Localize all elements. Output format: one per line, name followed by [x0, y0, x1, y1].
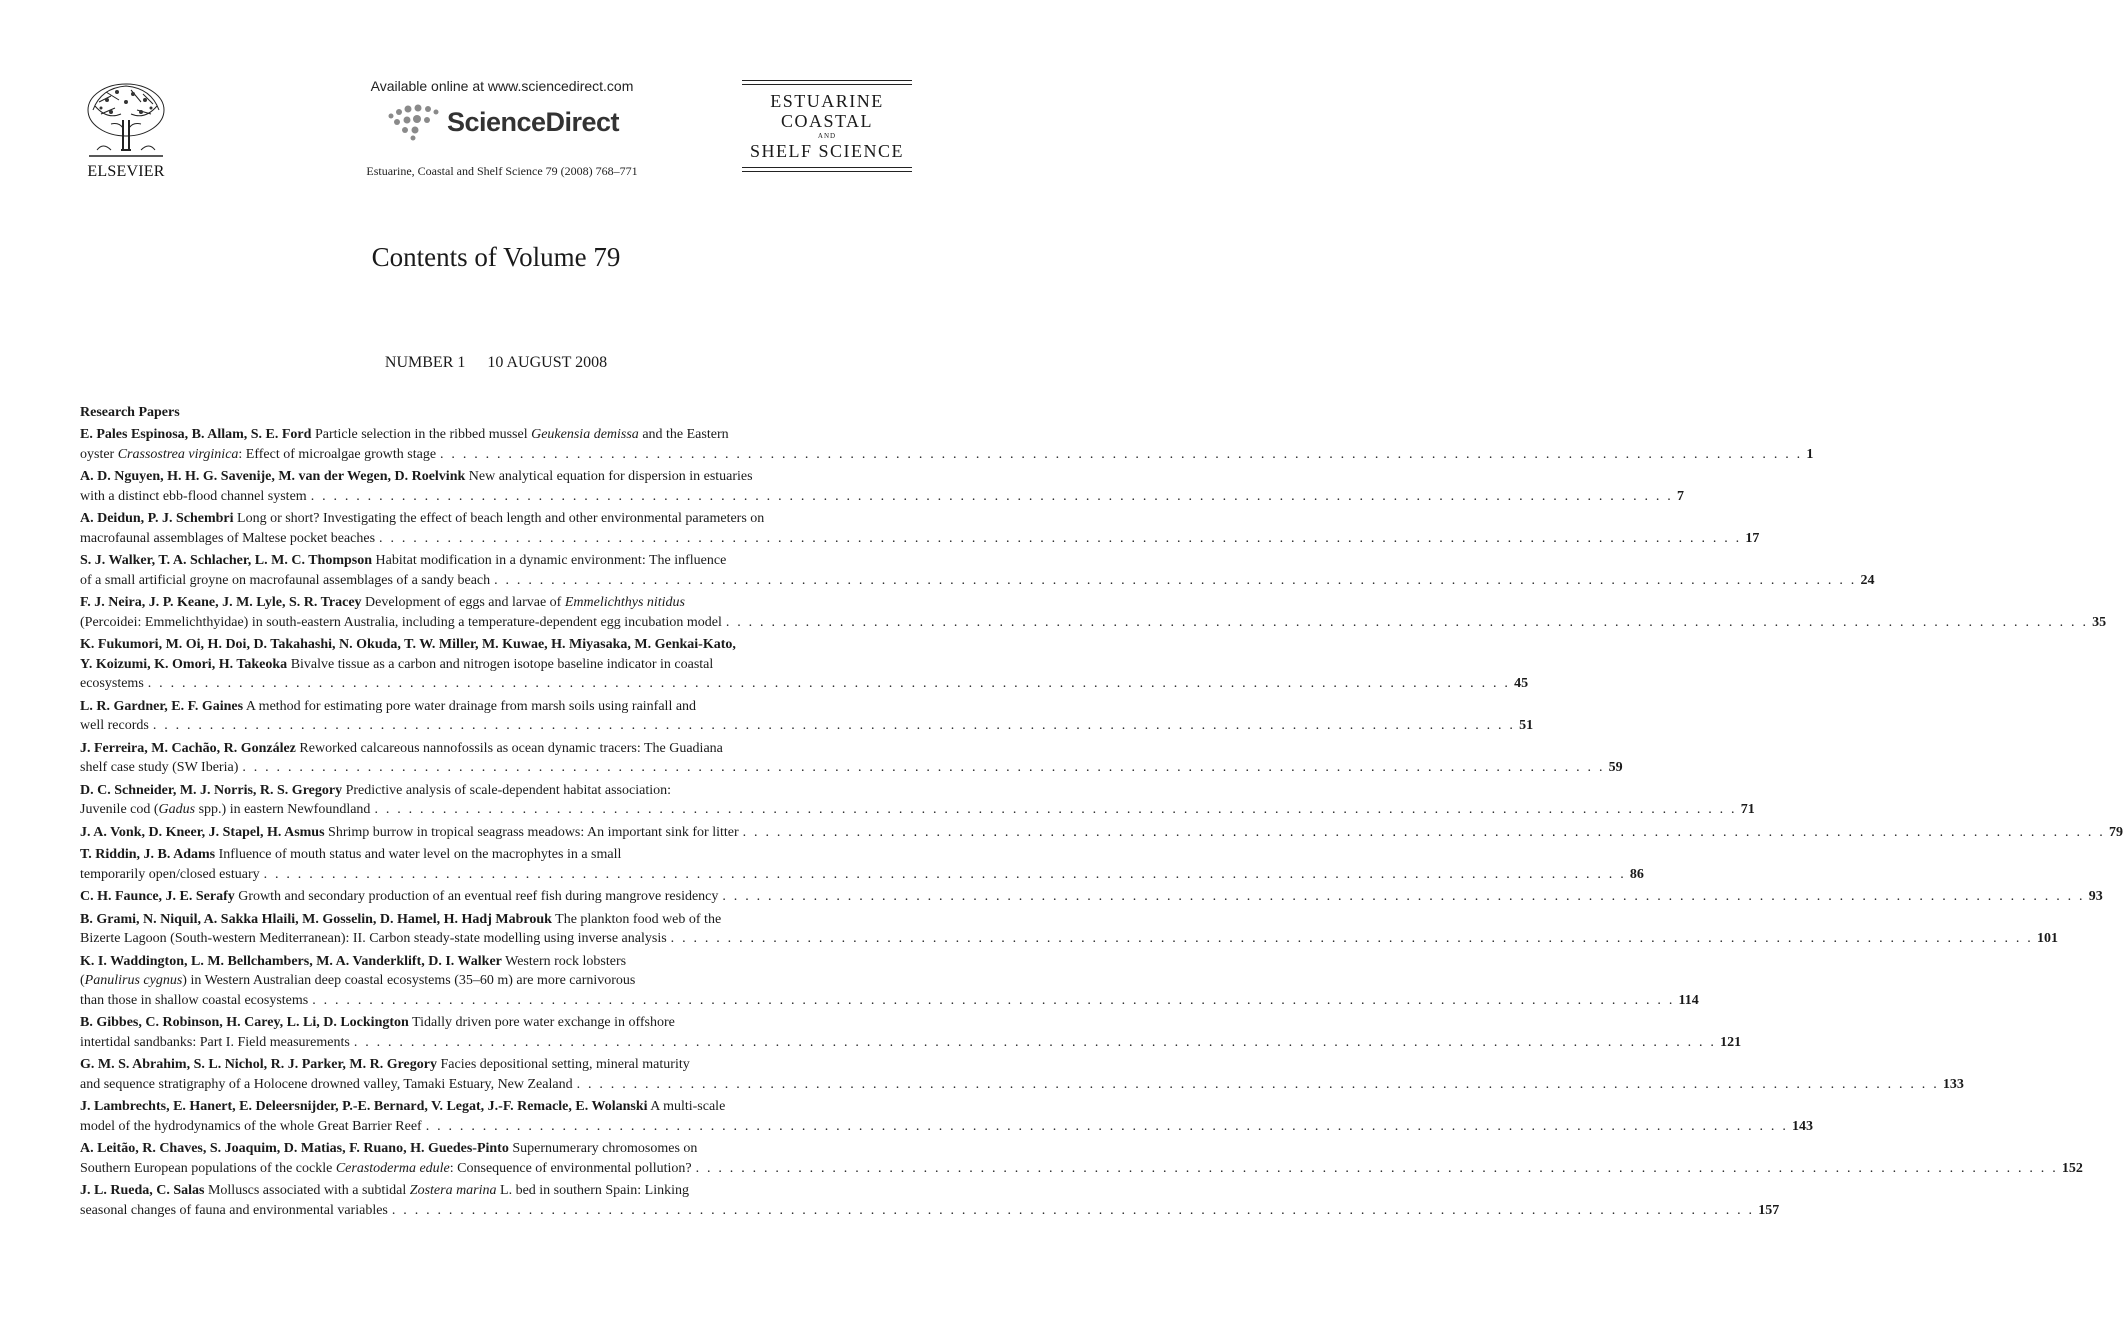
- leader-dots: . . . . . . . . . . . . . . . . . . . . . . . . . . . . . . . . . . . . . . . . . . . . . . . . . . . . . . . . . . . . . . . . . . . . . . . . . . . . . . . . . . . . . . . . . . . . . . . . . . . . . . . . . . . . . . . . . . . . . . . .: [494, 572, 1857, 588]
- entry-title-italic: Zostera marina: [409, 1183, 497, 1198]
- entry-title: and sequence stratigraphy of a Holocene drowned valley, Tamaki Estuary, New Zealand: [80, 1076, 573, 1092]
- issue-line: [0, 354, 992, 372]
- entry-page-number: 51: [1519, 718, 1534, 733]
- entry-title: Development of eggs and larvae of: [361, 595, 565, 610]
- entry-title: Influence of mouth status and water level on the macrophytes in a small: [215, 847, 622, 862]
- entry-title: Juvenile cod (: [80, 802, 159, 817]
- entry-title: Bizerte Lagoon (South-western Mediterranean): II. Carbon steady-state modelling using inverse analysis: [80, 931, 667, 946]
- entry-authors: D. C. Schneider, M. J. Norris, R. S. Gregory: [80, 782, 343, 798]
- entry-title: L. bed in southern Spain: Linking: [496, 1183, 689, 1198]
- entry-page-number: 143: [1792, 1118, 1814, 1134]
- entry-title: than those in shallow coastal ecosystems: [80, 992, 309, 1008]
- leader-dots: . . . . . . . . . . . . . . . . . . . . . . . . . . . . . . . . . . . . . . . . . . . . . . . . . . . . . . . . . . . . . . . . . . . . . . . . . . . . . . . . . . . . . . . . . . . . . . . . . . . . . . . . . . . . . . . . . . . . . . . .: [353, 1034, 1717, 1050]
- entry-title: : Effect of microalgae growth stage: [238, 446, 437, 462]
- entry-title: shelf case study (SW Iberia): [80, 760, 239, 775]
- toc-entry[interactable]: [80, 910, 2058, 949]
- entry-title: and the Eastern: [638, 427, 729, 442]
- entry-page-number: 1: [1806, 446, 1814, 462]
- entry-authors: G. M. S. Abrahim, S. L. Nichol, R. J. Parker, M. R. Gregory: [80, 1057, 437, 1072]
- journal-logo-and: AND: [817, 132, 837, 140]
- entry-title-italic: Gadus: [158, 802, 196, 817]
- entry-authors: J. Ferreira, M. Cachão, R. González: [80, 740, 296, 756]
- leader-dots: . . . . . . . . . . . . . . . . . . . . . . . . . . . . . . . . . . . . . . . . . . . . . . . . . . . . . . . . . . . . . . . . . . . . . . . . . . . . . . . . . . . . . . . . . . . . . . . . . . . . . . . . . . . . . . . . . . . . . . . .: [695, 1160, 2058, 1176]
- toc-entry[interactable]: [80, 425, 1814, 464]
- entry-page-number: 17: [1745, 530, 1760, 546]
- entry-title: well records: [80, 718, 149, 733]
- entry-authors: B. Gibbes, C. Robinson, H. Carey, L. Li, D. Lockington: [80, 1015, 409, 1030]
- logo-rule-bottom: [742, 167, 912, 168]
- entry-title: intertidal sandbanks: Part I. Field measurements: [80, 1034, 350, 1050]
- entry-title-italic: Emmelichthys nitidus: [564, 595, 686, 610]
- leader-dots: . . . . . . . . . . . . . . . . . . . . . . . . . . . . . . . . . . . . . . . . . . . . . . . . . . . . . . . . . . . . . . . . . . . . . . . . . . . . . . . . . . . . . . . . . . . . . . . . . . . . . . . . . . . . . . . . . . . . . . . .: [312, 992, 1675, 1008]
- entry-title: Shrimp burrow in tropical seagrass meadows: An important sink for litter: [324, 824, 739, 840]
- leader-dots: . . . . . . . . . . . . . . . . . . . . . . . . . . . . . . . . . . . . . . . . . . . . . . . . . . . . . . . . . . . . . . . . . . . . . . . . . . . . . . . . . . . . . . . . . . . . . . . . . . . . . . . . . . . . . . . . . . . . . . . .: [725, 614, 2089, 630]
- toc-entry[interactable]: [80, 509, 1760, 548]
- available-online-text: Available online at www.sciencedirect.com: [370, 78, 634, 94]
- entry-title: Tidally driven pore water exchange in offshore: [408, 1015, 675, 1030]
- toc-entry[interactable]: [80, 593, 2107, 632]
- entry-title: ) in Western Australian deep coastal ecosystems (35–60 m) are more carnivorous: [182, 973, 636, 988]
- entry-page-number: 93: [2088, 889, 2103, 904]
- leader-dots: . . . . . . . . . . . . . . . . . . . . . . . . . . . . . . . . . . . . . . . . . . . . . . . . . . . . . . . . . . . . . . . . . . . . . . . . . . . . . . . . . . . . . . . . . . . . . . . . . . . . . . . . . . . . . . . . . . . . . . . .: [147, 676, 1511, 691]
- entry-title: Southern European populations of the cockle: [80, 1160, 336, 1176]
- entry-authors: Y. Koizumi, K. Omori, H. Takeoka: [80, 656, 288, 672]
- elsevier-logo: [78, 80, 174, 181]
- entry-title: (Percoidei: Emmelichthyidae) in south-eastern Australia, including a temperature-dependent egg incubation model: [80, 614, 722, 630]
- entry-page-number: 101: [2036, 931, 2058, 946]
- issue-date: 10 AUGUST 2008: [487, 354, 608, 371]
- toc-entry[interactable]: [80, 1181, 1780, 1220]
- entry-authors: E. Pales Espinosa, B. Allam, S. E. Ford: [80, 427, 312, 442]
- journal-logo-line3: SHELF SCIENCE: [749, 141, 905, 161]
- entry-title: New analytical equation for dispersion in estuaries: [465, 469, 753, 484]
- entry-title: ecosystems: [80, 676, 144, 691]
- entry-title: Bivalve tissue as a carbon and nitrogen isotope baseline indicator in coastal: [287, 656, 714, 672]
- sciencedirect-dots-icon: [385, 102, 443, 142]
- logo-rule-top: [742, 80, 912, 81]
- entry-page-number: 24: [1860, 572, 1875, 588]
- leader-dots: . . . . . . . . . . . . . . . . . . . . . . . . . . . . . . . . . . . . . . . . . . . . . . . . . . . . . . . . . . . . . . . . . . . . . . . . . . . . . . . . . . . . . . . . . . . . . . . . . . . . . . . . . . . . . . . . . . . . . . . .: [379, 530, 1742, 546]
- entry-authors: C. H. Faunce, J. E. Serafy: [80, 889, 235, 904]
- leader-dots: . . . . . . . . . . . . . . . . . . . . . . . . . . . . . . . . . . . . . . . . . . . . . . . . . . . . . . . . . . . . . . . . . . . . . . . . . . . . . . . . . . . . . . . . . . . . . . . . . . . . . . . . . . . . . . . . . . . . . . . .: [722, 889, 2085, 904]
- journal-logo-line2: COASTAL: [780, 111, 874, 131]
- leader-dots: . . . . . . . . . . . . . . . . . . . . . . . . . . . . . . . . . . . . . . . . . . . . . . . . . . . . . . . . . . . . . . . . . . . . . . . . . . . . . . . . . . . . . . . . . . . . . . . . . . . . . . . . . . . . . . . . . . . . . . . .: [670, 931, 2033, 946]
- entry-title-italic: Geukensia demissa: [531, 427, 639, 442]
- toc-entry[interactable]: [80, 1055, 1964, 1094]
- entry-title: Long or short? Investigating the effect of beach length and other environmental parameters on: [233, 511, 765, 526]
- entry-page-number: 86: [1629, 866, 1644, 882]
- leader-dots: . . . . . . . . . . . . . . . . . . . . . . . . . . . . . . . . . . . . . . . . . . . . . . . . . . . . . . . . . . . . . . . . . . . . . . . . . . . . . . . . . . . . . . . . . . . . . . . . . . . . . . . . . . . . . . . . . . . . . . . .: [425, 1118, 1789, 1134]
- entry-authors: S. J. Walker, T. A. Schlacher, L. M. C. Thompson: [80, 553, 372, 568]
- sciencedirect-block: [290, 78, 714, 179]
- entry-page-number: 45: [1514, 676, 1529, 691]
- entry-authors: L. R. Gardner, E. F. Gaines: [80, 698, 244, 714]
- leader-dots: . . . . . . . . . . . . . . . . . . . . . . . . . . . . . . . . . . . . . . . . . . . . . . . . . . . . . . . . . . . . . . . . . . . . . . . . . . . . . . . . . . . . . . . . . . . . . . . . . . . . . . . . . . . . . . . . . . . . . . . .: [242, 760, 1605, 775]
- toc-entry[interactable]: [80, 1139, 2083, 1178]
- toc-entry[interactable]: [80, 1097, 1814, 1136]
- toc-entry[interactable]: [80, 1013, 1742, 1052]
- entry-authors: J. Lambrechts, E. Hanert, E. Deleersnijder, P.-E. Bernard, V. Legat, J.-F. Remacle, E. Wolanski: [80, 1099, 648, 1114]
- entry-title: The plankton food web of the: [551, 911, 722, 927]
- elsevier-tree-icon: [81, 80, 171, 162]
- toc-entry[interactable]: [80, 467, 1684, 506]
- leader-dots: . . . . . . . . . . . . . . . . . . . . . . . . . . . . . . . . . . . . . . . . . . . . . . . . . . . . . . . . . . . . . . . . . . . . . . . . . . . . . . . . . . . . . . . . . . . . . . . . . . . . . . . . . . . . . . . . . . . . . . . .: [374, 802, 1737, 817]
- entry-title: Growth and secondary production of an eventual reef fish during mangrove residency: [234, 889, 719, 904]
- journal-citation: Estuarine, Coastal and Shelf Science 79 (2008) 768–771: [366, 164, 638, 178]
- entry-authors: T. Riddin, J. B. Adams: [80, 847, 216, 862]
- entry-page-number: 59: [1608, 760, 1623, 775]
- toc-entry[interactable]: [80, 887, 2103, 907]
- leader-dots: . . . . . . . . . . . . . . . . . . . . . . . . . . . . . . . . . . . . . . . . . . . . . . . . . . . . . . . . . . . . . . . . . . . . . . . . . . . . . . . . . . . . . . . . . . . . . . . . . . . . . . . . . . . . . . . . . . . . . . . .: [742, 824, 2105, 840]
- entry-title: macrofaunal assemblages of Maltese pocket beaches: [80, 530, 376, 546]
- entry-title: Molluscs associated with a subtidal: [204, 1183, 410, 1198]
- toc-entry[interactable]: [80, 845, 1644, 884]
- entry-page-number: 79: [2108, 824, 2123, 840]
- entry-title: with a distinct ebb-flood channel system: [80, 488, 307, 504]
- publisher-name: ELSEVIER: [87, 163, 165, 180]
- entry-page-number: 121: [1720, 1034, 1742, 1050]
- section-heading: Research Papers: [80, 405, 180, 420]
- entry-authors: J. A. Vonk, D. Kneer, J. Stapel, H. Asmus: [80, 824, 325, 840]
- entry-title-italic: Cerastoderma edule: [335, 1160, 450, 1176]
- entry-title: spp.) in eastern Newfoundland: [195, 802, 371, 817]
- entry-title: seasonal changes of fauna and environmental variables: [80, 1202, 388, 1218]
- entry-authors: F. J. Neira, J. P. Keane, J. M. Lyle, S. R. Tracey: [80, 595, 362, 610]
- leader-dots: . . . . . . . . . . . . . . . . . . . . . . . . . . . . . . . . . . . . . . . . . . . . . . . . . . . . . . . . . . . . . . . . . . . . . . . . . . . . . . . . . . . . . . . . . . . . . . . . . . . . . . . . . . . . . . . . . . . . . . . .: [263, 866, 1626, 882]
- entry-page-number: 133: [1942, 1076, 1964, 1092]
- entry-title: : Consequence of environmental pollution?: [449, 1160, 692, 1176]
- leader-dots: . . . . . . . . . . . . . . . . . . . . . . . . . . . . . . . . . . . . . . . . . . . . . . . . . . . . . . . . . . . . . . . . . . . . . . . . . . . . . . . . . . . . . . . . . . . . . . . . . . . . . . . . . . . . . . . . . . . . . . . .: [576, 1076, 1939, 1092]
- entry-page-number: 71: [1740, 802, 1755, 817]
- entry-title: Supernumerary chromosomes on: [508, 1141, 698, 1156]
- entry-authors: K. I. Waddington, L. M. Bellchambers, M. A. Vanderklift, D. I. Walker: [80, 953, 502, 969]
- leader-dots: . . . . . . . . . . . . . . . . . . . . . . . . . . . . . . . . . . . . . . . . . . . . . . . . . . . . . . . . . . . . . . . . . . . . . . . . . . . . . . . . . . . . . . . . . . . . . . . . . . . . . . . . . . . . . . . . . . . . . . . .: [152, 718, 1516, 733]
- entry-page-number: 35: [2092, 614, 2107, 630]
- entry-title-italic: Panulirus cygnus: [84, 973, 183, 988]
- contents-list: [80, 405, 2123, 1223]
- entry-title: Habitat modification in a dynamic environment: The influence: [372, 553, 727, 568]
- journal-logo: [742, 80, 912, 172]
- entry-title: Facies depositional setting, mineral maturity: [437, 1057, 690, 1072]
- entry-title: Particle selection in the ribbed mussel: [311, 427, 532, 442]
- entry-title: oyster: [80, 446, 118, 462]
- entry-title: Western rock lobsters: [501, 953, 627, 969]
- entry-title: A method for estimating pore water drainage from marsh soils using rainfall and: [243, 698, 697, 714]
- entry-page-number: 152: [2061, 1160, 2083, 1176]
- journal-logo-line1: ESTUARINE: [770, 91, 884, 111]
- entry-authors: B. Grami, N. Niquil, A. Sakka Hlaili, M. Gosselin, D. Hamel, H. Hadj Mabrouk: [80, 911, 552, 927]
- toc-entry[interactable]: [80, 551, 1875, 590]
- entry-authors: A. Deidun, P. J. Schembri: [80, 511, 234, 526]
- entry-authors: A. D. Nguyen, H. H. G. Savenije, M. van der Wegen, D. Roelvink: [80, 469, 466, 484]
- entry-authors: A. Leitão, R. Chaves, S. Joaquim, D. Matias, F. Ruano, H. Guedes-Pinto: [80, 1141, 509, 1156]
- issue-number: NUMBER 1: [384, 354, 466, 371]
- toc-entry[interactable]: [80, 635, 1529, 694]
- entry-title: Reworked calcareous nannofossils as ocean dynamic tracers: The Guadiana: [295, 740, 723, 756]
- leader-dots: . . . . . . . . . . . . . . . . . . . . . . . . . . . . . . . . . . . . . . . . . . . . . . . . . . . . . . . . . . . . . . . . . . . . . . . . . . . . . . . . . . . . . . . . . . . . . . . . . . . . . . . . . . . . . . . . . . . . . . . .: [440, 446, 1803, 462]
- entry-title: A multi-scale: [647, 1099, 726, 1114]
- leader-dots: . . . . . . . . . . . . . . . . . . . . . . . . . . . . . . . . . . . . . . . . . . . . . . . . . . . . . . . . . . . . . . . . . . . . . . . . . . . . . . . . . . . . . . . . . . . . . . . . . . . . . . . . . . . . . . . . . . . . . . . .: [310, 488, 1673, 504]
- toc-entry[interactable]: [80, 781, 1755, 820]
- entry-page-number: 114: [1678, 992, 1699, 1008]
- entry-page-number: 7: [1677, 488, 1684, 504]
- logo-rule-bottom-2: [742, 171, 912, 172]
- entry-page-number: 157: [1758, 1202, 1780, 1218]
- entry-title: (: [80, 973, 85, 988]
- toc-entry[interactable]: [80, 952, 1699, 1011]
- entry-title: of a small artificial groyne on macrofaunal assemblages of a sandy beach: [80, 572, 491, 588]
- entry-title: temporarily open/closed estuary: [80, 866, 260, 882]
- entry-title-italic: Crassostrea virginica: [117, 446, 239, 462]
- leader-dots: . . . . . . . . . . . . . . . . . . . . . . . . . . . . . . . . . . . . . . . . . . . . . . . . . . . . . . . . . . . . . . . . . . . . . . . . . . . . . . . . . . . . . . . . . . . . . . . . . . . . . . . . . . . . . . . . . . . . . . . .: [391, 1202, 1755, 1218]
- page-header: [0, 0, 992, 200]
- page-title: Contents of Volume 79: [371, 242, 621, 272]
- entry-authors: J. L. Rueda, C. Salas: [80, 1183, 205, 1198]
- toc-entry[interactable]: [80, 697, 1534, 736]
- toc-entry[interactable]: [80, 739, 1623, 778]
- toc-entry[interactable]: [80, 823, 2123, 843]
- sciencedirect-logo: [290, 100, 714, 144]
- entry-title: Predictive analysis of scale-dependent habitat association:: [342, 782, 671, 798]
- logo-rule-top-2: [742, 84, 912, 85]
- entry-authors: K. Fukumori, M. Oi, H. Doi, D. Takahashi, N. Okuda, T. W. Miller, M. Kuwae, H. Miyasaka, M. Genkai-Kato,: [80, 637, 736, 652]
- sciencedirect-wordmark: ScienceDirect: [446, 106, 620, 137]
- entry-title: model of the hydrodynamics of the whole Great Barrier Reef: [80, 1118, 422, 1134]
